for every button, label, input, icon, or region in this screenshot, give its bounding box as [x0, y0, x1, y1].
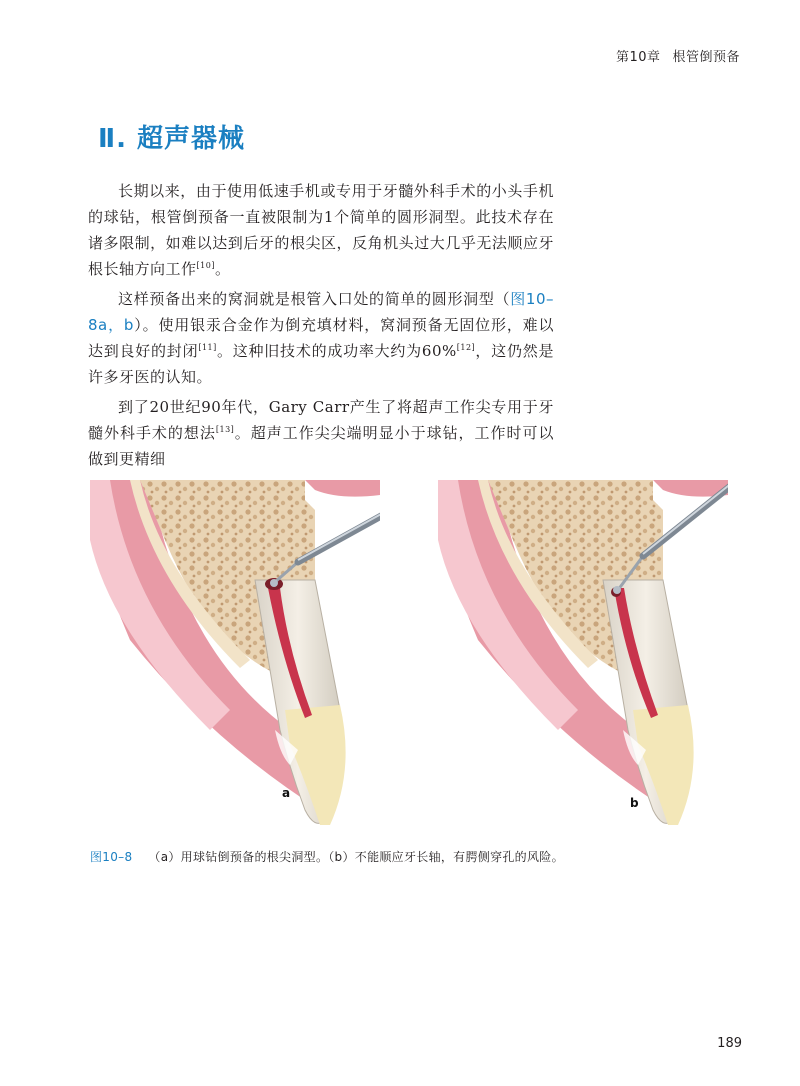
- paragraph-text: 这样预备出来的窝洞就是根管入口处的简单的圆形洞型（: [118, 290, 511, 308]
- chapter-number: 第10章: [615, 50, 661, 65]
- figure-reference-link[interactable]: 图10–8a，b: [88, 290, 554, 334]
- caption-text: （a）用球钻倒预备的根尖洞型。（b）不能顺应牙长轴，有腭侧穿孔的风险。: [148, 850, 564, 864]
- paragraph-1: [88, 178, 554, 282]
- paragraph-text: ，这仍然是许多牙医的认知。: [88, 342, 554, 386]
- figure-panel-a: [90, 480, 380, 830]
- caption-figure-number: 图10–8: [90, 850, 133, 864]
- panel-label-a: a: [282, 786, 291, 800]
- panel-label-b: b: [630, 796, 639, 810]
- figure-10-8: [90, 480, 730, 830]
- body-text: [88, 178, 554, 476]
- paragraph-text: 到了20世纪90年代，Gary Carr产生了将超声工作尖专用于牙髓外科手术的想法: [88, 398, 554, 442]
- paragraph-text: 。超声工作尖尖端明显小于球钻，工作时可以做到更精细: [88, 424, 554, 468]
- chapter-title: 根管倒预备: [672, 50, 740, 65]
- paragraph-2: [88, 286, 554, 390]
- paragraph-text: ）。使用银汞合金作为倒充填材料，窝洞预备无固位形，难以达到良好的封闭: [88, 316, 554, 360]
- citation: [13]: [215, 425, 235, 434]
- page-number: 189: [717, 1036, 742, 1051]
- paragraph-3: [88, 394, 554, 472]
- paragraph-text: 。这种旧技术的成功率大约为60%: [216, 342, 457, 360]
- citation: [10]: [196, 261, 215, 270]
- paragraph-text: 。: [214, 260, 231, 278]
- citation: [12]: [456, 343, 476, 352]
- citation: [11]: [198, 343, 217, 352]
- section-title: Ⅱ. 超声器械: [98, 124, 246, 154]
- tooth-illustration-b: [438, 480, 728, 830]
- tooth-illustration-a: [90, 480, 380, 830]
- figure-caption: [90, 848, 730, 865]
- figure-panel-b: [438, 480, 728, 830]
- running-head: [616, 46, 740, 65]
- paragraph-text: 长期以来，由于使用低速手机或专用于牙髓外科手术的小头手机的球钻，根管倒预备一直被限制为1个简单的圆形洞型。此技术存在诸多限制，如难以达到后牙的根尖区，反角机头过大几乎无法顺应牙根长轴方向工作: [88, 182, 554, 278]
